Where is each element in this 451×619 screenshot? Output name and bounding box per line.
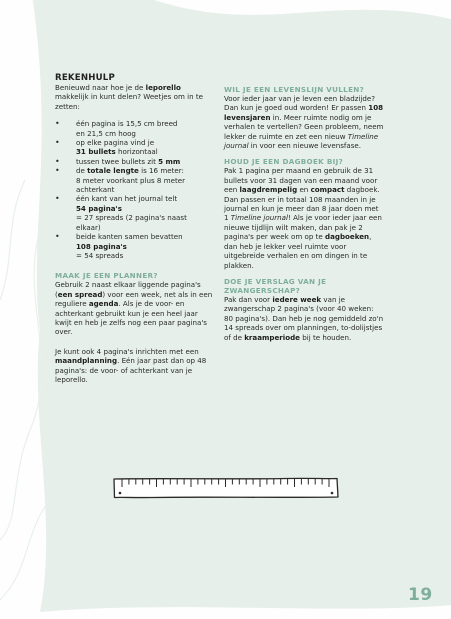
rekenhulp-intro <box>55 83 215 111</box>
list-item <box>55 119 215 138</box>
bullet-text: 8 meter voorkant plus 8 meter <box>76 175 186 185</box>
left-column <box>55 73 215 384</box>
zwangerschap-text: bij te houden. <box>299 332 352 342</box>
dagboek-text: Pak 1 pagina per maand en gebruik de 31 bullets voor 31 dagen van een maand voor een <box>224 166 378 195</box>
planner-bold: een spread <box>57 289 103 299</box>
levenslijn-title: WIL JE EEN LEVENSLIJN VULLEN? <box>224 85 365 94</box>
planner-text: . Als je de voor- en achterkant gebruikt kun je een heel jaar kwijt en heb je zelfs nog een paar pagina's over. <box>55 299 207 337</box>
ruler-illustration <box>112 476 340 500</box>
zwangerschap-paragraph <box>224 295 384 342</box>
background-line <box>0 180 25 300</box>
bullet-text: is 16 meter: <box>138 166 184 176</box>
bullet-text: tussen twee bullets zit <box>76 156 159 166</box>
dagboek-italic: Timeline journal <box>230 213 288 223</box>
bullet-bold: 31 bullets <box>76 147 116 157</box>
bullet-text: beide kanten samen bevatten <box>76 232 183 242</box>
levenslijn-text: in voor een nieuwe levensfase. <box>248 141 362 151</box>
bullet-text: de <box>76 166 88 176</box>
list-item <box>55 166 215 194</box>
planner-paragraph-2 <box>55 347 215 385</box>
planner-text: ) voor een week, net als in een reguliere <box>55 289 213 309</box>
dagboek-title: HOUD JE EEN DAGBOEK BIJ? <box>224 157 344 167</box>
page-number: 19 <box>408 585 433 605</box>
dagboek-bold: compact <box>310 185 345 195</box>
rekenhulp-intro-text: Benieuwd naar hoe je de <box>55 83 146 92</box>
bullet-bold: totale lengte <box>87 166 139 176</box>
dagboek-text: , dan heb je lekker veel ruimte voor uitgebreide verhalen en om dingen in te plakken. <box>224 232 372 270</box>
levenslijn-text: Voor ieder jaar van je leven een bladzijde? Dan kun je goed oud worden! Er passen <box>224 94 375 113</box>
list-item <box>55 194 215 232</box>
bullet-text: één kant van het journal telt <box>76 194 178 204</box>
zwangerschap-title-line: ZWANGERSCHAP? <box>224 285 301 295</box>
zwangerschap-text: Pak dan voor <box>224 294 273 304</box>
levenslijn-bold: 108 levensjaren <box>224 103 384 122</box>
list-item <box>55 157 215 166</box>
ruler-hole-left <box>119 492 122 495</box>
bullet-text: achterkant <box>76 185 115 195</box>
bullet-bold: 5 mm <box>158 156 181 166</box>
bullet-text: op elke pagina vind je <box>76 138 155 148</box>
planner-text: Gebruik 2 naast elkaar liggende pagina's ( <box>55 280 201 299</box>
bullet-bold: 108 pagina's <box>76 241 127 251</box>
zwangerschap-bold: iedere week <box>272 294 322 304</box>
planner-bold: agenda <box>88 299 119 309</box>
zwangerschap-text: van je zwangerschap 2 pagina's (voor 40 weken: 80 pagina's). Dan heb je nog gemiddeld zo'n 14 spreads over om planningen, to-dolijstjes of de <box>224 294 384 342</box>
rekenhulp-intro-text: makkelijk in kunt delen? Weetjes om in te zetten: <box>55 92 203 111</box>
rekenhulp-list <box>55 119 215 260</box>
dagboek-text: ! Als je voor ieder jaar een nieuwe tijdlijn wilt maken, dan pak je 2 pagina's per week om op te <box>224 213 382 242</box>
levenslijn-paragraph <box>224 94 384 150</box>
rekenhulp-title: REKENHULP <box>55 73 115 83</box>
zwangerschap-title-line: DOE JE VERSLAG VAN JE <box>224 276 327 286</box>
dagboek-bold: dagboeken <box>325 232 370 242</box>
dagboek-paragraph <box>224 166 384 269</box>
bullet-text: = 54 spreads <box>76 250 124 260</box>
ruler-hole-right <box>331 492 334 495</box>
levenslijn-text: in. Meer ruimte nodig om je verhalen te vertellen? Geen probleem, neem lekker de ruimte en zet een nieuw <box>224 112 384 141</box>
list-item <box>55 138 215 157</box>
rekenhulp-intro-bold: leporello <box>145 83 181 92</box>
zwangerschap-bold: kraamperiode <box>244 332 300 342</box>
bullet-text: = 27 spreads (2 pagina's naast <box>76 213 187 223</box>
planner-paragraph-1 <box>55 280 215 336</box>
right-column <box>224 85 384 342</box>
bullet-bold: 54 pagina's <box>76 203 122 213</box>
planner-bold: maandplanning <box>55 356 118 366</box>
bullet-text: één pagina is 15,5 cm breed <box>76 119 178 129</box>
planner-text: Je kunt ook 4 pagina's inrichten met een <box>55 346 199 356</box>
list-item <box>55 232 215 260</box>
bullet-text: elkaar) <box>76 222 101 232</box>
bullet-text: horizontaal <box>115 147 158 157</box>
zwangerschap-title <box>224 277 384 295</box>
dagboek-text: en <box>297 185 311 195</box>
dagboek-text: dagboek. Dan passen er in totaal 108 maanden in je journal en kun je meer dan 8 jaar doen met 1 <box>224 185 380 223</box>
planner-title: MAAK JE EEN PLANNER? <box>55 271 158 281</box>
dagboek-bold: laagdrempelig <box>239 185 298 195</box>
planner-text: . Eén jaar past dan op 48 pagina's: de voor- of achterkant van je leporello. <box>55 356 207 384</box>
levenslijn-italic: Timeline journal <box>224 131 379 151</box>
bullet-text: en 21,5 cm hoog <box>76 128 136 138</box>
